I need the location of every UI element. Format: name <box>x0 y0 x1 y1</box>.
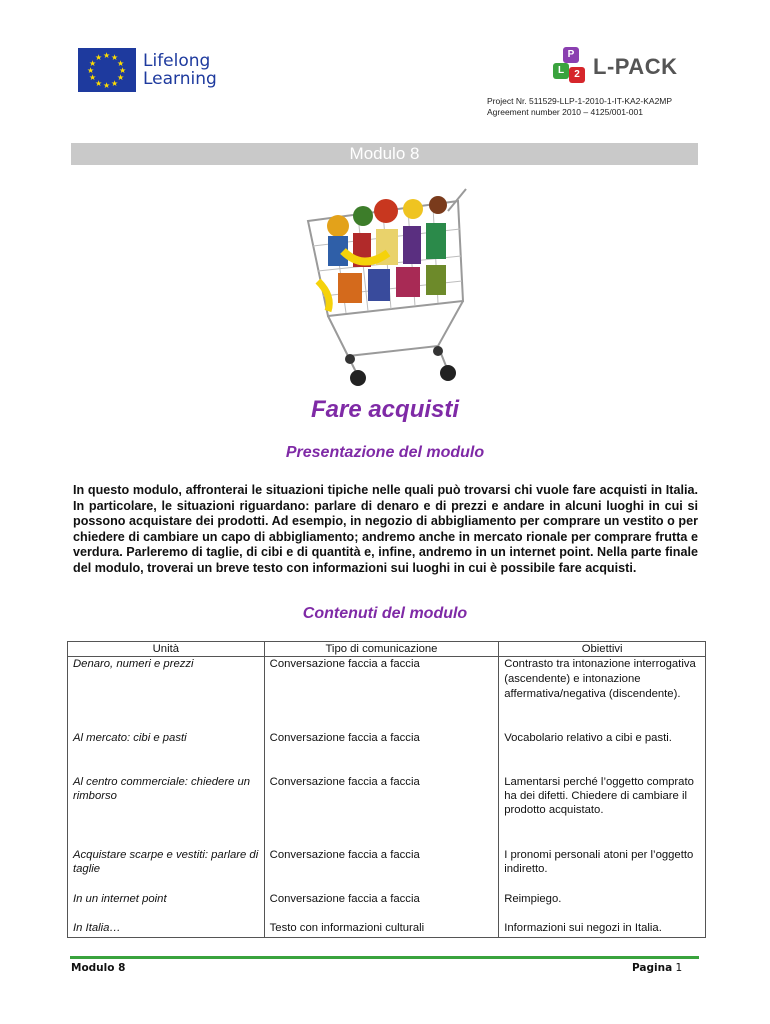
agreement-number: Agreement number 2010 – 4125/001-001 <box>487 107 643 117</box>
footer-module-label: Modulo 8 <box>71 962 126 974</box>
cell-goal: Contrasto tra intonazione interrogativa (ascendente) e intonazione affermativa/negativa (discendente). <box>499 657 706 731</box>
project-info <box>487 96 672 118</box>
eu-flag-icon: ★ ★ ★ ★ ★ ★ ★ ★ ★ ★ ★ ★ <box>78 48 136 92</box>
lifelong-learning-logo <box>78 46 217 94</box>
cell-type: Conversazione faccia a faccia <box>264 775 499 848</box>
footer-page-number <box>632 962 682 974</box>
module-title: Fare acquisti <box>310 396 460 423</box>
cell-unit: Al mercato: cibi e pasti <box>68 731 265 775</box>
intro-paragraph: In questo modulo, affronterai le situazioni tipiche nelle quali può trovarsi chi vuole fare acquisti in Italia. In particolare, le situazioni riguardano: parlare di denaro e di prezzi e andare in alcuni luoghi in cui si possono acquistare dei prodotti. Ad esempio, in negozio di abbigliamento per comprare un vestito o per chiedere di cambiare un capo di abbigliamento; andremo anche in mercato rionale per comprare frutta e verdura. Parleremo di taglie, di cibi e di quantità e, infine, andremo in un internet point. Nella parte finale del modulo, troverai un breve testo con informazioni sui luoghi in cui è possibile fare acquisti. <box>73 483 698 575</box>
table-row <box>68 657 706 731</box>
cell-type: Conversazione faccia a faccia <box>264 848 499 892</box>
cell-type: Conversazione faccia a faccia <box>264 892 499 921</box>
cell-unit: Al centro commerciale: chiedere un rimborso <box>68 775 265 848</box>
project-number: Project Nr. 511529-LLP-1-2010-1-IT-KA2-KA2MP <box>487 96 673 106</box>
lifelong-learning-wordmark <box>143 52 217 88</box>
shopping-cart-image <box>288 181 478 391</box>
lpack-cubes-icon <box>551 45 591 89</box>
cell-unit: Acquistare scarpe e vestiti: parlare di taglie <box>68 848 265 892</box>
table-row <box>68 848 706 892</box>
cell-goal: I pronomi personali atoni per l’oggetto indiretto. <box>499 848 706 892</box>
cube-l: L <box>553 63 569 79</box>
contents-table <box>67 641 706 938</box>
cell-unit: In un internet point <box>68 892 265 921</box>
logo-line-2: Learning <box>143 69 217 89</box>
table-row <box>68 892 706 921</box>
cell-type: Conversazione faccia a faccia <box>264 657 499 731</box>
cell-goal: Informazioni sui negozi in Italia. <box>499 921 706 938</box>
section-title-contents: Contenuti del modulo <box>302 605 468 622</box>
table-row <box>68 731 706 775</box>
cell-type: Conversazione faccia a faccia <box>264 731 499 775</box>
footer-page-value: 1 <box>675 962 683 974</box>
table-row <box>68 775 706 848</box>
lpack-logo <box>551 44 677 90</box>
footer-page-label: Pagina <box>632 962 673 974</box>
cell-type: Testo con informazioni culturali <box>264 921 499 938</box>
module-banner: Modulo 8 <box>71 143 698 165</box>
footer-divider <box>70 956 699 959</box>
cell-unit: In Italia… <box>68 921 265 938</box>
header-type: Tipo di comunicazione <box>264 642 499 657</box>
cube-p: P <box>563 47 579 63</box>
table-header-row <box>68 642 706 657</box>
lpack-wordmark: L-PACK <box>593 54 678 79</box>
cell-goal: Reimpiego. <box>499 892 706 921</box>
table-row <box>68 921 706 938</box>
section-title-presentation: Presentazione del modulo <box>285 444 485 461</box>
cell-goal: Lamentarsi perché l’oggetto comprato ha dei difetti. Chiedere di cambiare il prodotto acquistato. <box>499 775 706 848</box>
cell-unit: Denaro, numeri e prezzi <box>68 657 265 731</box>
header-unit: Unità <box>68 642 265 657</box>
header-goals: Obiettivi <box>499 642 706 657</box>
cell-goal: Vocabolario relativo a cibi e pasti. <box>499 731 706 775</box>
cube-2: 2 <box>569 67 585 83</box>
logo-line-1: Lifelong <box>143 51 211 71</box>
